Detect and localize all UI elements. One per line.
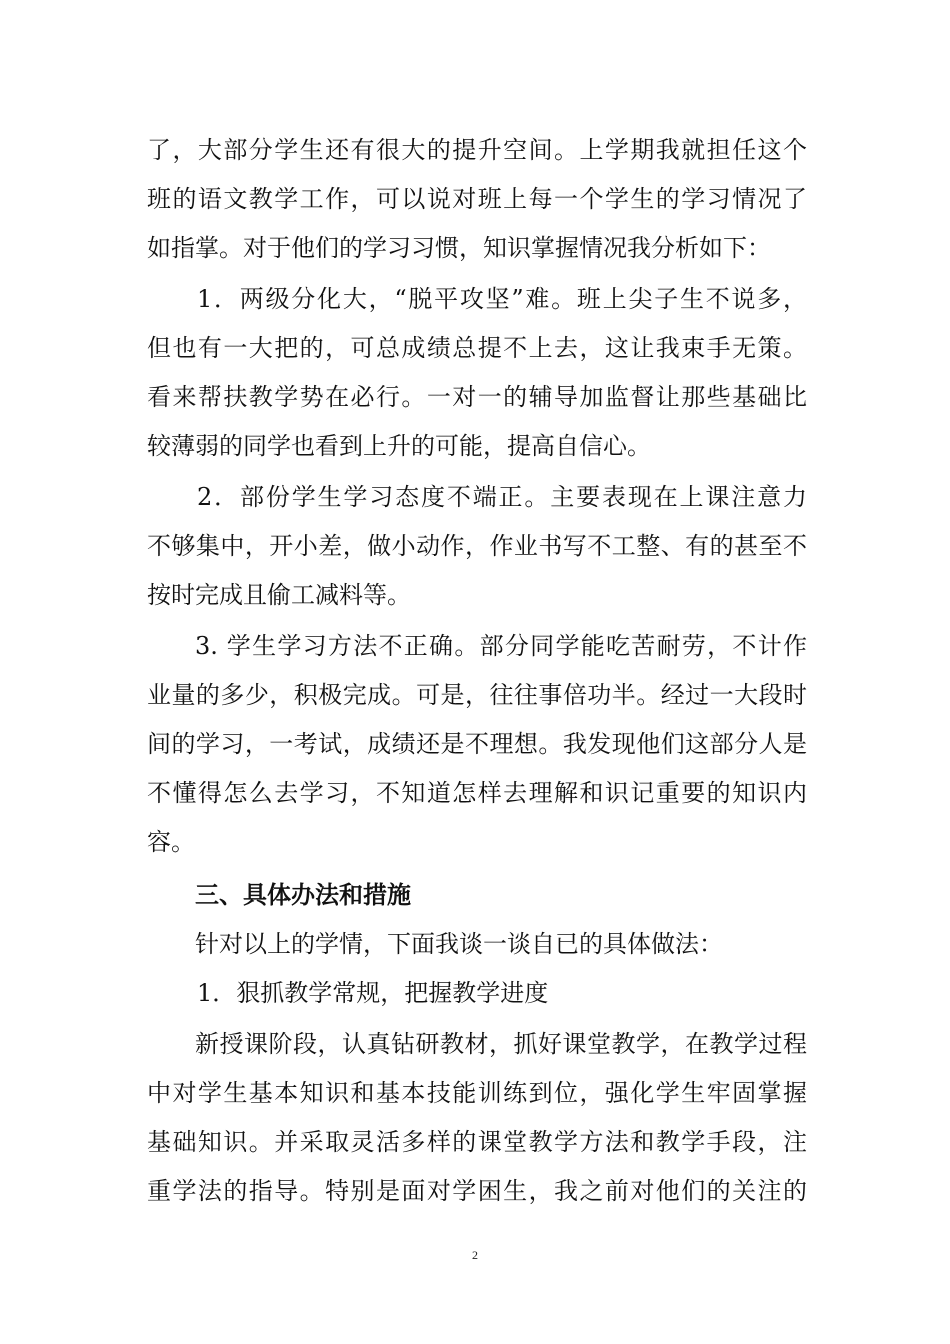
list-item-3: 3. 学生学习方法不正确。部分同学能吃苦耐劳，不计作 [195,632,807,660]
text-line: 中对学生基本知识和基本技能训练到位，强化学生牢固掌握 [147,1079,807,1107]
text-line: 看来帮扶教学势在必行。一对一的辅导加监督让那些基础比 [147,383,807,411]
text-line: 基础知识。并采取灵活多样的课堂教学方法和教学手段，注 [147,1128,807,1156]
text-line: 不够集中，开小差，做小动作，作业书写不工整、有的甚至不 [147,532,807,560]
list-item-1: 1．两级分化大，“脱平攻坚”难。班上尖子生不说多， [197,285,807,313]
text-line: 业量的多少，积极完成。可是，往往事倍功半。经过一大段时 [147,681,807,709]
text-line: 不懂得怎么去学习，不知道怎样去理解和识记重要的知识内 [147,779,807,807]
paragraph-start: 新授课阶段，认真钻研教材，抓好课堂教学，在教学过程 [195,1030,807,1058]
text-line: 但也有一大把的，可总成绩总提不上去，这让我束手无策。 [147,334,807,362]
text-line: 班的语文教学工作，可以说对班上每一个学生的学习情况了 [147,185,807,213]
text-line: 较薄弱的同学也看到上升的可能，提高自信心。 [147,432,651,460]
text-line: 容。 [147,828,195,856]
page-number: 2 [472,1248,478,1262]
list-item-2: 2．部份学生学习态度不端正。主要表现在上课注意力 [197,483,807,511]
text-line: 针对以上的学情，下面我谈一谈自已的具体做法： [195,930,723,958]
text-line: 了，大部分学生还有很大的提升空间。上学期我就担任这个 [147,136,807,164]
text-line: 如指掌。对于他们的学习习惯，知识掌握情况我分析如下： [147,234,771,262]
subheading: 1．狠抓教学常规，把握教学进度 [197,979,549,1007]
text-line: 按时完成且偷工减料等。 [147,581,411,609]
text-line: 间的学习，一考试，成绩还是不理想。我发现他们这部分人是 [147,730,807,758]
section-heading: 三、具体办法和措施 [195,880,411,909]
text-line: 重学法的指导。特别是面对学困生，我之前对他们的关注的 [147,1177,807,1205]
